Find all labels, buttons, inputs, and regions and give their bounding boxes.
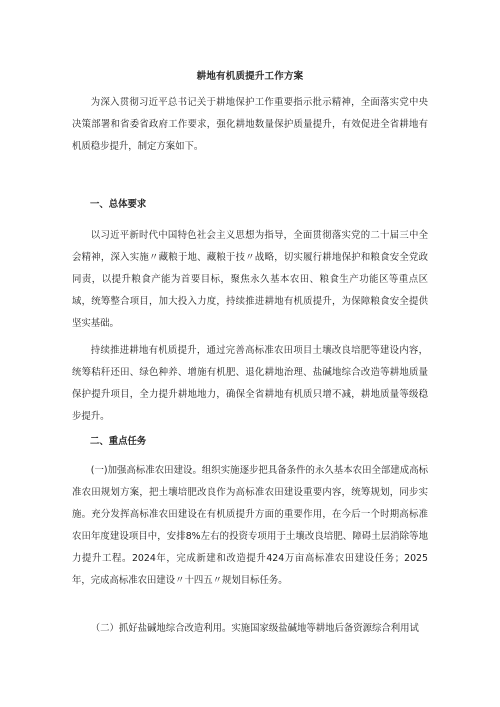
- section-2-paragraph-1: (一)加强高标准农田建设。组织实施逐步把具备条件的永久基本农田全部建成高标准农田规划方案，把土壤培肥改良作为高标准农田建设重要内容，统筹规划，同步实施。充分发挥高标准农田建设在有机质提升方面的重要作用，在今后一个时期高标准农田年度建设项目中，安排8%左右的投资专项用于土壤改良培肥、障碍土层消除等地力提升工程。2024年，完成新建和改造提升424万亩高标准农田建设任务；2025年，完成高标准农田建设〃十四五〃规划目标任务。: [72, 465, 428, 586]
- section-1-paragraph-2: 持续推进耕地有机质提升，通过完善高标准农田项目土壤改良培肥等建设内容，统筹秸秆还田、绿色种养、增施有机肥、退化耕地治理、盐碱地综合改造等耕地质量保护提升项目，全力提升耕地地力，确保全省耕地有机质只增不减，耕地质量等级稳步提升。: [72, 345, 428, 422]
- section-1-paragraph-1: 以习近平新时代中国特色社会主义思想为指导，全面贯彻落实党的二十届三中全会精神，深入实施〃藏粮于地、藏粮于技〃战略，切实履行耕地保护和粮食安全党政同责，以提升粮食产能为首要目标，聚焦永久基本农田、粮食生产功能区等重点区域，统筹整合项目，加大投入力度，持续推进耕地有机质提升，为保障粮食安全提供坚实基础。: [72, 230, 428, 329]
- section-2-paragraph-2: （二）抓好盐碱地综合改造利用。实施国家级盐碱地等耕地后备资源综合利用试: [90, 623, 419, 634]
- intro-paragraph: 为深入贯彻习近平总书记关于耕地保护工作重要指示批示精神，全面落实党中央决策部署和省委省政府工作要求，强化耕地数量保护质量提升，有效促进全省耕地有机质稳步提升，制定方案如下。: [72, 97, 428, 152]
- section-2-heading: 二、重点任务: [90, 436, 147, 447]
- document-title: 耕地有机质提升工作方案: [196, 71, 304, 82]
- section-1-heading: 一、总体要求: [90, 199, 147, 210]
